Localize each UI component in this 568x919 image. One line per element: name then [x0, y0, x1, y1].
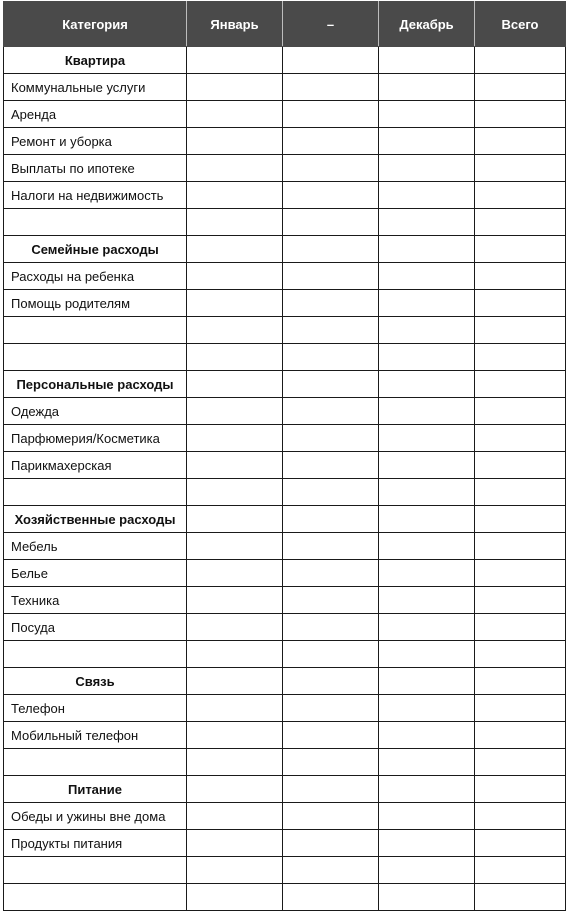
section-heading: Питание: [4, 776, 187, 803]
january-cell[interactable]: [187, 344, 283, 371]
december-cell[interactable]: [379, 47, 475, 74]
december-cell[interactable]: [379, 587, 475, 614]
january-cell[interactable]: [187, 452, 283, 479]
table-body: [4, 47, 566, 911]
december-cell[interactable]: [379, 182, 475, 209]
header-january: Январь: [187, 2, 283, 47]
december-cell[interactable]: [379, 857, 475, 884]
header-category: Категория: [4, 2, 187, 47]
total-cell[interactable]: [475, 749, 566, 776]
total-cell[interactable]: [475, 317, 566, 344]
dash-cell[interactable]: [283, 47, 379, 74]
category-label: Расходы на ребенка: [4, 263, 187, 290]
december-cell[interactable]: [379, 830, 475, 857]
total-cell[interactable]: [475, 776, 566, 803]
total-cell[interactable]: [475, 398, 566, 425]
table-row: [4, 533, 566, 560]
dash-cell[interactable]: [283, 425, 379, 452]
december-cell[interactable]: [379, 209, 475, 236]
january-cell[interactable]: [187, 695, 283, 722]
december-cell[interactable]: [379, 884, 475, 911]
dash-cell[interactable]: [283, 290, 379, 317]
december-cell[interactable]: [379, 155, 475, 182]
january-cell[interactable]: [187, 560, 283, 587]
section-row: [4, 236, 566, 263]
january-cell[interactable]: [187, 587, 283, 614]
december-cell[interactable]: [379, 641, 475, 668]
dash-cell[interactable]: [283, 884, 379, 911]
december-cell[interactable]: [379, 560, 475, 587]
dash-cell[interactable]: [283, 263, 379, 290]
december-cell[interactable]: [379, 722, 475, 749]
january-cell[interactable]: [187, 182, 283, 209]
total-cell[interactable]: [475, 506, 566, 533]
category-label: Техника: [4, 587, 187, 614]
total-cell[interactable]: [475, 128, 566, 155]
dash-cell[interactable]: [283, 398, 379, 425]
category-label: [4, 749, 187, 776]
january-cell[interactable]: [187, 830, 283, 857]
dash-cell[interactable]: [283, 587, 379, 614]
december-cell[interactable]: [379, 533, 475, 560]
dash-cell[interactable]: [283, 533, 379, 560]
category-label: Продукты питания: [4, 830, 187, 857]
dash-cell[interactable]: [283, 209, 379, 236]
total-cell[interactable]: [475, 344, 566, 371]
january-cell[interactable]: [187, 857, 283, 884]
category-label: [4, 479, 187, 506]
category-label: Помощь родителям: [4, 290, 187, 317]
total-cell[interactable]: [475, 209, 566, 236]
empty-row: [4, 317, 566, 344]
total-cell[interactable]: [475, 371, 566, 398]
category-label: Коммунальные услуги: [4, 74, 187, 101]
january-cell[interactable]: [187, 533, 283, 560]
category-label: [4, 857, 187, 884]
table-row: [4, 587, 566, 614]
january-cell[interactable]: [187, 668, 283, 695]
total-cell[interactable]: [475, 641, 566, 668]
section-row: [4, 776, 566, 803]
december-cell[interactable]: [379, 263, 475, 290]
section-heading: Семейные расходы: [4, 236, 187, 263]
category-label: [4, 641, 187, 668]
december-cell[interactable]: [379, 776, 475, 803]
empty-row: [4, 344, 566, 371]
january-cell[interactable]: [187, 128, 283, 155]
category-label: [4, 209, 187, 236]
category-label: Одежда: [4, 398, 187, 425]
january-cell[interactable]: [187, 74, 283, 101]
category-label: Телефон: [4, 695, 187, 722]
total-cell[interactable]: [475, 668, 566, 695]
dash-cell[interactable]: [283, 830, 379, 857]
dash-cell[interactable]: [283, 101, 379, 128]
dash-cell[interactable]: [283, 749, 379, 776]
january-cell[interactable]: [187, 749, 283, 776]
category-label: [4, 344, 187, 371]
january-cell[interactable]: [187, 884, 283, 911]
total-cell[interactable]: [475, 425, 566, 452]
table-row: [4, 722, 566, 749]
dash-cell[interactable]: [283, 182, 379, 209]
december-cell[interactable]: [379, 317, 475, 344]
january-cell[interactable]: [187, 479, 283, 506]
dash-cell[interactable]: [283, 317, 379, 344]
section-heading: Связь: [4, 668, 187, 695]
header-total: Всего: [475, 2, 566, 47]
december-cell[interactable]: [379, 614, 475, 641]
section-row: [4, 506, 566, 533]
table-row: [4, 128, 566, 155]
total-cell[interactable]: [475, 857, 566, 884]
header-dash: –: [283, 2, 379, 47]
empty-row: [4, 749, 566, 776]
table-row: [4, 425, 566, 452]
january-cell[interactable]: [187, 803, 283, 830]
dash-cell[interactable]: [283, 128, 379, 155]
january-cell[interactable]: [187, 47, 283, 74]
december-cell[interactable]: [379, 668, 475, 695]
december-cell[interactable]: [379, 749, 475, 776]
total-cell[interactable]: [475, 236, 566, 263]
total-cell[interactable]: [475, 263, 566, 290]
january-cell[interactable]: [187, 209, 283, 236]
section-heading: Персональные расходы: [4, 371, 187, 398]
section-row: [4, 47, 566, 74]
january-cell[interactable]: [187, 155, 283, 182]
table-row: [4, 560, 566, 587]
empty-row: [4, 884, 566, 911]
category-label: [4, 317, 187, 344]
dash-cell[interactable]: [283, 776, 379, 803]
category-label: Парфюмерия/Косметика: [4, 425, 187, 452]
table-row: [4, 155, 566, 182]
december-cell[interactable]: [379, 344, 475, 371]
table-row: [4, 74, 566, 101]
total-cell[interactable]: [475, 479, 566, 506]
category-label: Ремонт и уборка: [4, 128, 187, 155]
section-row: [4, 668, 566, 695]
january-cell[interactable]: [187, 641, 283, 668]
table-row: [4, 830, 566, 857]
empty-row: [4, 641, 566, 668]
january-cell[interactable]: [187, 101, 283, 128]
december-cell[interactable]: [379, 398, 475, 425]
dash-cell[interactable]: [283, 803, 379, 830]
total-cell[interactable]: [475, 695, 566, 722]
empty-row: [4, 857, 566, 884]
table-row: [4, 290, 566, 317]
total-cell[interactable]: [475, 155, 566, 182]
january-cell[interactable]: [187, 263, 283, 290]
december-cell[interactable]: [379, 506, 475, 533]
table-row: [4, 101, 566, 128]
dash-cell[interactable]: [283, 722, 379, 749]
december-cell[interactable]: [379, 425, 475, 452]
total-cell[interactable]: [475, 533, 566, 560]
empty-row: [4, 209, 566, 236]
total-cell[interactable]: [475, 74, 566, 101]
dash-cell[interactable]: [283, 74, 379, 101]
dash-cell[interactable]: [283, 344, 379, 371]
total-cell[interactable]: [475, 722, 566, 749]
table-row: [4, 182, 566, 209]
total-cell[interactable]: [475, 101, 566, 128]
total-cell[interactable]: [475, 587, 566, 614]
dash-cell[interactable]: [283, 641, 379, 668]
january-cell[interactable]: [187, 371, 283, 398]
january-cell[interactable]: [187, 425, 283, 452]
category-label: Обеды и ужины вне дома: [4, 803, 187, 830]
category-label: Выплаты по ипотеке: [4, 155, 187, 182]
january-cell[interactable]: [187, 722, 283, 749]
category-label: Мебель: [4, 533, 187, 560]
category-label: Парикмахерская: [4, 452, 187, 479]
total-cell[interactable]: [475, 884, 566, 911]
december-cell[interactable]: [379, 290, 475, 317]
header-december: Декабрь: [379, 2, 475, 47]
table-row: [4, 695, 566, 722]
total-cell[interactable]: [475, 614, 566, 641]
category-label: Посуда: [4, 614, 187, 641]
dash-cell[interactable]: [283, 479, 379, 506]
december-cell[interactable]: [379, 452, 475, 479]
december-cell[interactable]: [379, 101, 475, 128]
category-label: Налоги на недвижимость: [4, 182, 187, 209]
january-cell[interactable]: [187, 506, 283, 533]
december-cell[interactable]: [379, 236, 475, 263]
total-cell[interactable]: [475, 830, 566, 857]
december-cell[interactable]: [379, 479, 475, 506]
dash-cell[interactable]: [283, 560, 379, 587]
total-cell[interactable]: [475, 290, 566, 317]
january-cell[interactable]: [187, 317, 283, 344]
dash-cell[interactable]: [283, 857, 379, 884]
table-row: [4, 614, 566, 641]
december-cell[interactable]: [379, 128, 475, 155]
december-cell[interactable]: [379, 695, 475, 722]
dash-cell[interactable]: [283, 614, 379, 641]
january-cell[interactable]: [187, 398, 283, 425]
table-row: [4, 398, 566, 425]
section-heading: Хозяйственные расходы: [4, 506, 187, 533]
total-cell[interactable]: [475, 47, 566, 74]
january-cell[interactable]: [187, 614, 283, 641]
header-row: [4, 2, 566, 47]
section-heading: Квартира: [4, 47, 187, 74]
dash-cell[interactable]: [283, 506, 379, 533]
category-label: Аренда: [4, 101, 187, 128]
total-cell[interactable]: [475, 452, 566, 479]
january-cell[interactable]: [187, 776, 283, 803]
category-label: Белье: [4, 560, 187, 587]
table-row: [4, 803, 566, 830]
total-cell[interactable]: [475, 182, 566, 209]
total-cell[interactable]: [475, 803, 566, 830]
january-cell[interactable]: [187, 290, 283, 317]
budget-table: [3, 1, 566, 911]
december-cell[interactable]: [379, 803, 475, 830]
dash-cell[interactable]: [283, 668, 379, 695]
dash-cell[interactable]: [283, 695, 379, 722]
dash-cell[interactable]: [283, 452, 379, 479]
december-cell[interactable]: [379, 74, 475, 101]
table-row: [4, 263, 566, 290]
table-header: [4, 2, 566, 47]
category-label: Мобильный телефон: [4, 722, 187, 749]
dash-cell[interactable]: [283, 236, 379, 263]
total-cell[interactable]: [475, 560, 566, 587]
empty-row: [4, 479, 566, 506]
table-row: [4, 452, 566, 479]
december-cell[interactable]: [379, 371, 475, 398]
category-label: [4, 884, 187, 911]
january-cell[interactable]: [187, 236, 283, 263]
section-row: [4, 371, 566, 398]
dash-cell[interactable]: [283, 155, 379, 182]
dash-cell[interactable]: [283, 371, 379, 398]
